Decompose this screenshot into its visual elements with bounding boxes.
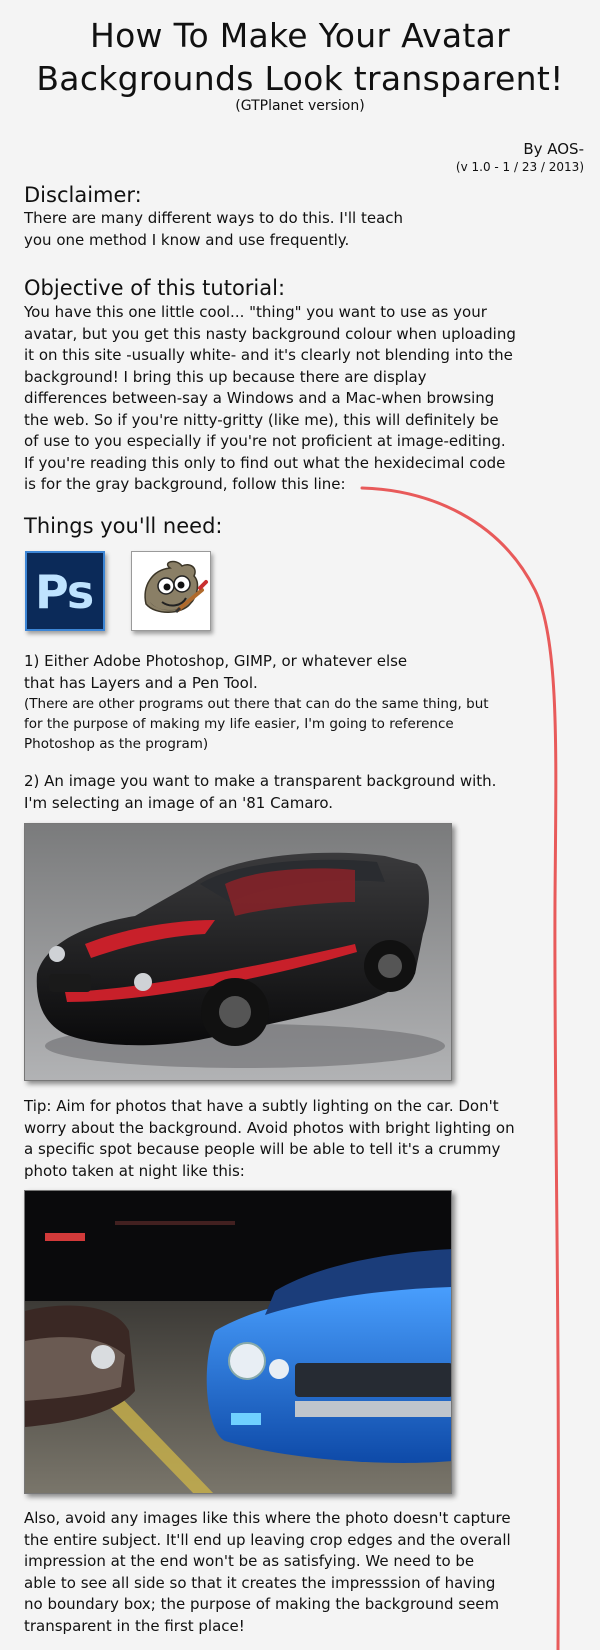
- disclaimer-text: [24, 208, 534, 251]
- night-photo: [24, 1190, 452, 1494]
- text-line: for the purpose of making my life easier, I'm going to reference: [24, 716, 454, 732]
- need-item-1: [24, 651, 534, 694]
- text-line: differences between-say a Windows and a Mac-when browsing: [24, 389, 495, 407]
- text-line: (There are other programs out there that can do the same thing, but: [24, 696, 489, 712]
- subtitle: (GTPlanet version): [235, 98, 365, 114]
- text-line: Also, avoid any images like this where the photo doesn't capture: [24, 1509, 511, 1527]
- disclaimer-heading: Disclaimer:: [24, 183, 142, 207]
- text-line: you one method I know and use frequently.: [24, 230, 350, 249]
- version: (v 1.0 - 1 / 23 / 2013): [455, 160, 584, 174]
- text-line: 2) An image you want to make a transparent background with.: [24, 772, 497, 790]
- text-line: background! I bring this up because there are display: [24, 367, 427, 386]
- objective-heading: Objective of this tutorial:: [24, 276, 286, 300]
- tip-text: [24, 1096, 534, 1182]
- gimp-icon: [131, 551, 211, 631]
- gimp-mascot-icon: [132, 552, 210, 630]
- text-line: You have this one little cool... "thing" you want to use as your: [24, 303, 487, 321]
- objective-text: [24, 302, 534, 496]
- text-line: that has Layers and a Pen Tool.: [24, 673, 258, 692]
- camaro-image: [25, 824, 452, 1081]
- text-line: no boundary box; the purpose of making the background seem: [24, 1595, 500, 1613]
- text-line: photo taken at night like this:: [24, 1161, 245, 1180]
- text-line: There are many different ways to do this. I'll teach: [24, 209, 404, 227]
- text-line: the web. So if you're nitty-gritty (like me), this will definitely be: [24, 410, 499, 429]
- text-line: a specific spot because people will be able to tell it's a crummy: [24, 1140, 501, 1158]
- photoshop-icon: [25, 551, 105, 631]
- title-line-2: Backgrounds Look transparent!: [36, 59, 564, 98]
- text-line: avatar, but you get this nasty background colour when uploading: [24, 324, 516, 343]
- night-parking-image: [25, 1191, 452, 1494]
- byline: [456, 140, 584, 176]
- title-line-1: How To Make Your Avatar: [89, 16, 511, 55]
- need-item-2: [24, 771, 534, 814]
- text-line: transparent in the first place!: [24, 1616, 245, 1635]
- photoshop-label: Ps: [35, 565, 94, 619]
- text-line: Photoshop as the program): [24, 736, 209, 752]
- camaro-photo: [24, 823, 452, 1081]
- text-line: the entire subject. It'll end up leaving crop edges and the overall: [24, 1530, 511, 1549]
- text-line: Tip: Aim for photos that have a subtly lighting on the car. Don't: [24, 1097, 499, 1115]
- text-line: is for the gray background, follow this line:: [24, 475, 346, 493]
- text-line: it on this site -usually white- and it's clearly not blending into the: [24, 346, 513, 364]
- need-item-1-note: [24, 694, 534, 754]
- also-text: [24, 1508, 534, 1637]
- needs-heading: Things you'll need:: [24, 514, 223, 538]
- text-line: worry about the background. Avoid photos with bright lighting on: [24, 1118, 515, 1137]
- text-line: I'm selecting an image of an '81 Camaro.: [24, 793, 334, 812]
- text-line: 1) Either Adobe Photoshop, GIMP, or whatever else: [24, 652, 408, 670]
- author: By AOS-: [523, 140, 584, 158]
- text-line: able to see all side so that it creates the impresssion of having: [24, 1573, 496, 1592]
- text-line: If you're reading this only to find out what the hexidecimal code: [24, 453, 506, 472]
- page-title: [0, 14, 600, 100]
- text-line: of use to you especially if you're not proficient at image-editing.: [24, 432, 506, 450]
- text-line: impression at the end won't be as satisfying. We need to be: [24, 1552, 475, 1570]
